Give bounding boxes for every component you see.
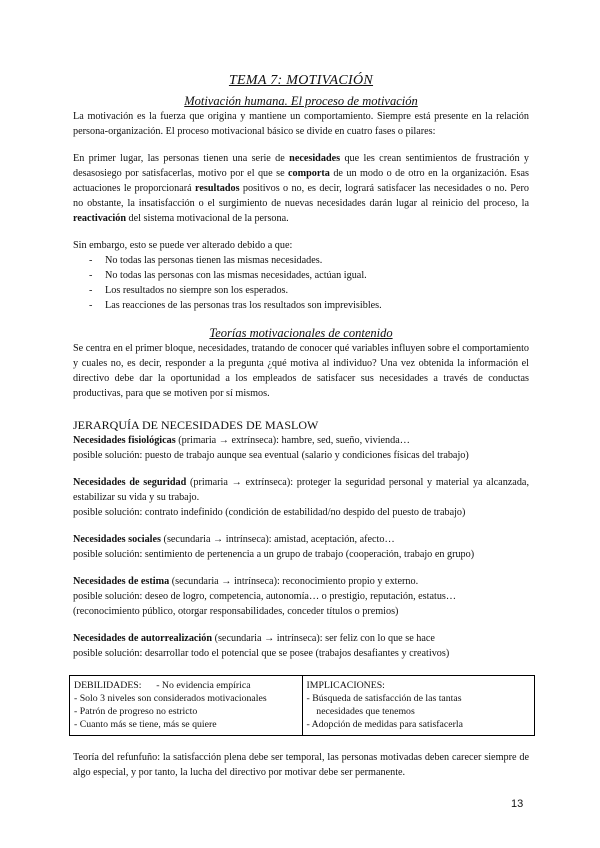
alteration-list: [73, 253, 529, 313]
weaknesses-implications-table: [69, 675, 535, 736]
need-block-social: Necesidades sociales (secundaria → intrínseca): amistad, aceptación, afecto… posible solución: sentimiento de pertenencia a un grupo de trabajo (cooperación, trabajo en grupo): [73, 532, 529, 562]
keyword-reactivacion: reactivación: [73, 213, 126, 224]
need-block-self-actualization: Necesidades de autorrealización (secundaria → intrínseca): ser feliz con lo que se hace posible solución: desarrollar todo el potencial que se posee (trabajos desafiantes y creativos): [73, 631, 529, 661]
need-name: Necesidades fisiológicas: [73, 435, 176, 446]
need-name: Necesidades de autorrealización: [73, 633, 213, 644]
alteration-intro: Sin embargo, esto se puede ver alterado debido a que:: [73, 240, 293, 251]
need-solution: posible solución: desarrollar todo el potencial que se posee (trabajos desafiantes y creativos): [73, 648, 450, 659]
weakness-item: - Cuanto más se tiene, más se quiere: [74, 719, 217, 730]
list-item: - Los resultados no siempre son los esperados.: [73, 283, 529, 298]
implication-item: necesidades que tenemos: [306, 706, 415, 717]
process-paragraph: En primer lugar, las personas tienen una serie de necesidades que les crean sentimientos de frustración y desasosiego por satisfacerlas, motivo por el que se comporta de un modo o de otro en la organización. Esas actuaciones le proporcionará resultados positivos o no, es decir, logrará satisfacer las necesidades o no. Pero no obstante, la insatisfacción o el surgimiento de nuevas necesidades darán lugar al reinicio del proceso, la reactivación del sistema motivacional de la persona.: [73, 153, 529, 224]
implications-cell: [302, 676, 535, 736]
content-theories-paragraph: Se centra en el primer bloque, necesidades, tratando de conocer qué variables influyen sobre el comportamiento y cuales no, es decir, responder a la pregunta ¿qué motiva al individuo? Una vez obtenida la información el directivo debe dar la oportunidad a los empleados de satisfacer sus necesidades a través de conductas productivas, para que se motiven por sí mismos.: [73, 343, 529, 399]
need-name: Necesidades de estima: [73, 576, 170, 587]
need-block-security: Necesidades de seguridad (primaria → extrínseca): proteger la seguridad personal y material ya alcanzada, estabilizar su vida y su trabajo. posible solución: contrato indefinido (condición de estabilidad/no despido del puesto de trabajo): [73, 477, 529, 518]
weakness-item: - No evidencia empírica: [156, 680, 251, 691]
list-item: - No todas las personas tienen las mismas necesidades.: [73, 253, 529, 268]
section-title-motivation: Motivación humana. El proceso de motivación: [184, 94, 418, 108]
closing-paragraph: Teoría del refunfuño: la satisfacción plena debe ser temporal, las personas motivadas deben carecer siempre de algo especial, y por tanto, la lucha del directivo por motivar debe ser permanente.: [73, 752, 529, 778]
list-item: - Las reacciones de las personas tras los resultados son imprevisibles.: [73, 298, 529, 313]
implication-item: - Adopción de medidas para satisfacerla: [306, 719, 463, 730]
need-name: Necesidades sociales: [73, 534, 161, 545]
page-number: 13: [511, 798, 524, 810]
need-solution: posible solución: contrato indefinido (condición de estabilidad/no despido del puesto de trabajo): [73, 507, 466, 518]
page-content: [73, 72, 529, 780]
intro-paragraph: La motivación es la fuerza que origina y mantiene un comportamiento. Siempre está presente en la relación persona-organización. El proceso motivacional básico se divide en cuatro fases o pilares:: [73, 111, 529, 137]
weakness-item: - Solo 3 niveles son considerados motivacionales: [74, 693, 267, 704]
implication-item: - Búsqueda de satisfacción de las tantas: [306, 693, 462, 704]
implications-title: IMPLICACIONES:: [306, 680, 385, 691]
need-block-physiological: Necesidades fisiológicas (primaria → extrínseca): hambre, sed, sueño, vivienda… posible solución: puesto de trabajo aunque sea eventual (salario y condiciones físicas del trabajo): [73, 433, 529, 463]
need-name: Necesidades de seguridad: [73, 477, 187, 488]
weaknesses-title: DEBILIDADES:: [74, 680, 142, 691]
need-solution: posible solución: deseo de logro, competencia, autonomía… o prestigio, reputación, estatus…: [73, 591, 457, 602]
weaknesses-cell: [70, 676, 303, 736]
need-solution-extra: (reconocimiento público, otorgar responsabilidades, conceder títulos o premios): [73, 606, 399, 617]
maslow-heading: JERARQUÍA DE NECESIDADES DE MASLOW: [73, 418, 319, 432]
keyword-comporta: comporta: [288, 168, 330, 179]
need-solution: posible solución: puesto de trabajo aunque sea eventual (salario y condiciones físicas del trabajo): [73, 450, 469, 461]
page-title: TEMA 7: MOTIVACIÓN: [228, 73, 374, 88]
weakness-item: - Patrón de progreso no estricto: [74, 706, 198, 717]
keyword-resultados: resultados: [195, 183, 240, 194]
need-block-esteem: Necesidades de estima (secundaria → intrínseca): reconocimiento propio y externo. posible solución: deseo de logro, competencia, autonomía… o prestigio, reputación, estatus… (reconocimiento público, otorgar responsabilidades, conceder títulos o premios): [73, 574, 529, 619]
keyword-necesidades: necesidades: [289, 153, 341, 164]
list-item: - No todas las personas con las mismas necesidades, actúan igual.: [73, 268, 529, 283]
need-solution: posible solución: sentimiento de pertenencia a un grupo de trabajo (cooperación, trabajo en grupo): [73, 549, 475, 560]
section-title-content-theories: Teorías motivacionales de contenido: [209, 326, 393, 340]
